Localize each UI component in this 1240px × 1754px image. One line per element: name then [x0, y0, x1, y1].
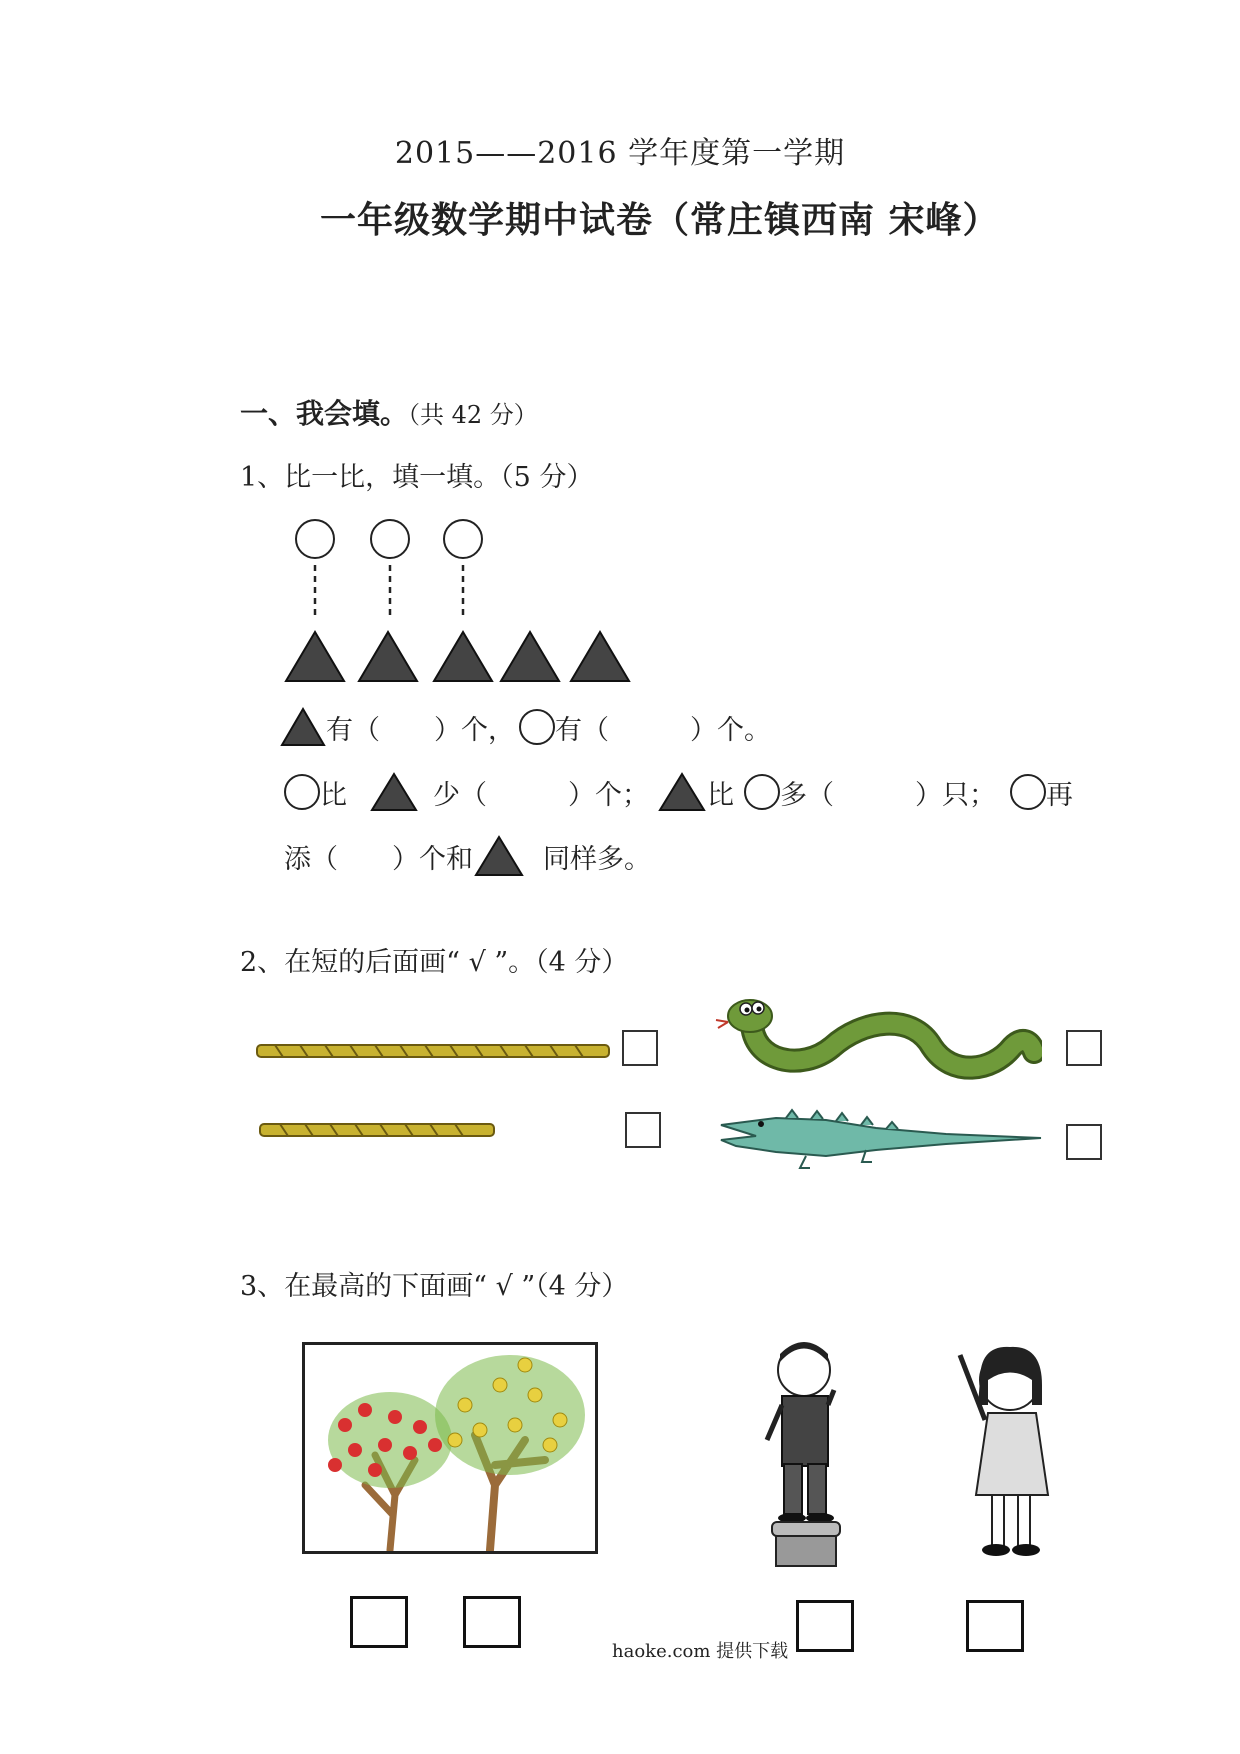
- q1-line3: [284, 835, 651, 877]
- triangle-row: [286, 632, 629, 681]
- snake-image: [712, 992, 1042, 1084]
- triangle-shape: [501, 632, 559, 681]
- answer-box-boy[interactable]: [796, 1600, 854, 1652]
- answer-box-crocodile[interactable]: [1066, 1124, 1102, 1160]
- triangle-shape: [571, 632, 629, 681]
- answer-box-short-rope[interactable]: [625, 1112, 661, 1148]
- q1-line2-c: 比: [707, 779, 734, 811]
- section-heading: [240, 392, 538, 432]
- q1-line1-tri-text: 有（ ）个，: [326, 714, 515, 746]
- circle-icon: [519, 709, 555, 745]
- trees-image: [305, 1345, 595, 1551]
- section-title: 一、我会填。: [240, 397, 409, 430]
- triangle-icon: [473, 835, 525, 877]
- crocodile-image: [716, 1100, 1046, 1172]
- q1-line3-b: 同样多。: [543, 843, 651, 875]
- q1-line1: [280, 707, 771, 747]
- q1-figure: [280, 515, 640, 690]
- triangle-icon: [657, 772, 707, 812]
- circle-row: [296, 520, 482, 558]
- answer-box-apple-tree[interactable]: [350, 1596, 408, 1648]
- triangle-icon: [280, 707, 326, 747]
- q1-line2-b: 少（ ）个；: [433, 779, 649, 811]
- q3-title: 3、在最高的下面画“ √ ”（4 分）: [240, 1271, 629, 1302]
- circle-shape: [371, 520, 409, 558]
- q1-line2-a: 比: [320, 779, 347, 811]
- exam-title: 一年级数学期中试卷（常庄镇西南 宋峰）: [320, 199, 1000, 241]
- triangle-shape: [434, 632, 492, 681]
- circle-icon: [284, 774, 320, 810]
- pear-tree: [435, 1355, 585, 1550]
- dashed-connectors: [315, 565, 463, 620]
- triangle-shape: [359, 632, 417, 681]
- q1-line2-e: 再: [1046, 779, 1073, 811]
- girl-image: [930, 1335, 1080, 1580]
- apple-tree: [328, 1392, 452, 1550]
- answer-box-long-rope[interactable]: [622, 1030, 658, 1066]
- footer-watermark: haoke.com 提供下载: [612, 1641, 789, 1662]
- q1-title: 1、比一比，填一填。（5 分）: [240, 462, 594, 493]
- q1-line2: [284, 772, 1073, 812]
- section-score: （共 42 分）: [408, 401, 538, 429]
- answer-box-pear-tree[interactable]: [463, 1596, 521, 1648]
- q1-line3-a: 添（ ）个和: [284, 843, 473, 875]
- circle-shape: [296, 520, 334, 558]
- year-line: 2015——2016 学年度第一学期: [394, 136, 846, 171]
- answer-box-girl[interactable]: [966, 1600, 1024, 1652]
- triangle-icon: [369, 772, 419, 812]
- circle-icon: [744, 774, 780, 810]
- triangle-shape: [286, 632, 344, 681]
- long-rope-image: [255, 1040, 615, 1064]
- trees-frame: [302, 1342, 598, 1554]
- q1-line1-circle-text: 有（ ）个。: [555, 714, 771, 746]
- q2-title: 2、在短的后面画“ √ ”。（4 分）: [240, 947, 629, 978]
- q1-line2-d: 多（ ）只；: [780, 779, 996, 811]
- circle-shape: [444, 520, 482, 558]
- short-rope-image: [258, 1120, 498, 1142]
- answer-box-snake[interactable]: [1066, 1030, 1102, 1066]
- boy-on-stool-image: [742, 1330, 862, 1580]
- circle-icon: [1010, 774, 1046, 810]
